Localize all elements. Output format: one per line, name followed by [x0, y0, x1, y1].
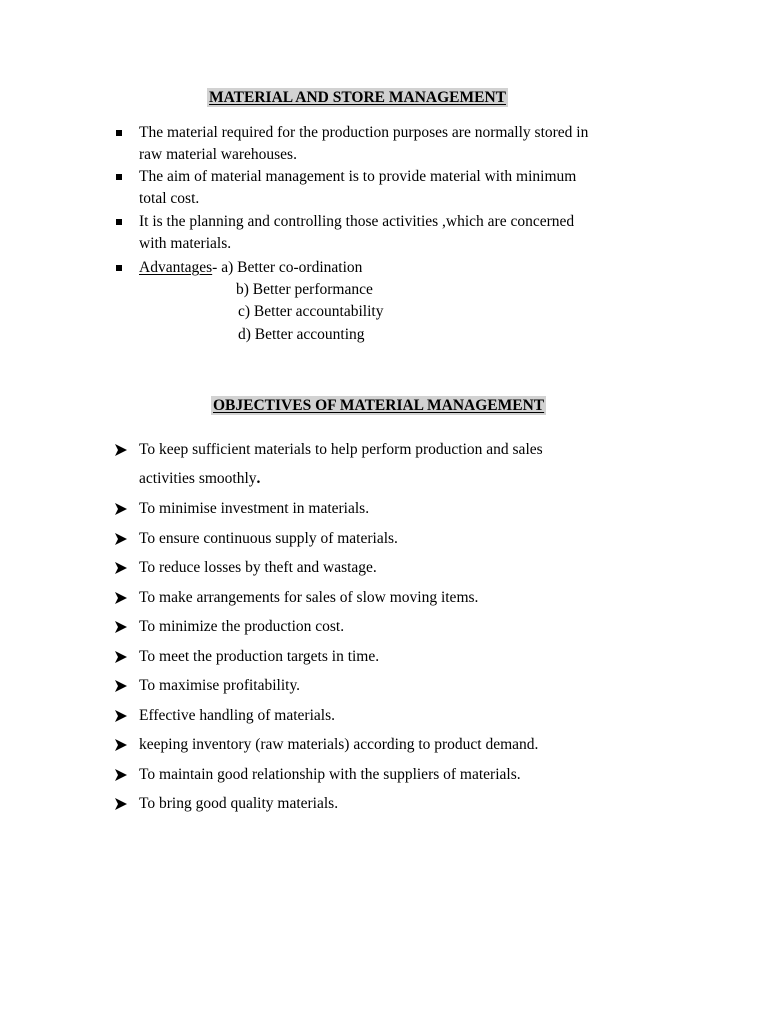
objective-text: To make arrangements for sales of slow moving items. — [139, 589, 479, 606]
advantages-separator: - — [212, 259, 222, 276]
advantage-item: a) Better co-ordination — [221, 259, 363, 276]
bullet-text-line: It is the planning and controlling those activities ,which are concerned — [139, 213, 575, 230]
advantage-item: b) Better performance — [236, 281, 373, 298]
bullet-text-line: raw material warehouses. — [139, 146, 297, 163]
objective-text: To minimise investment in materials. — [139, 500, 370, 517]
square-bullet-icon — [116, 130, 122, 136]
objective-text: To maximise profitability. — [139, 677, 301, 694]
arrow-bullet-icon — [114, 709, 128, 723]
arrow-bullet-icon — [114, 532, 128, 546]
objective-text: To minimize the production cost. — [139, 618, 345, 635]
objective-text: Effective handling of materials. — [139, 707, 335, 724]
advantage-item: d) Better accounting — [238, 326, 365, 343]
arrow-bullet-icon — [114, 738, 128, 752]
objective-text-line2: activities smoothly — [139, 470, 257, 487]
square-bullet-icon — [116, 265, 122, 271]
arrow-bullet-icon — [114, 679, 128, 693]
section-title-objectives: OBJECTIVES OF MATERIAL MANAGEMENT — [213, 397, 545, 414]
advantage-item: c) Better accountability — [238, 303, 384, 320]
square-bullet-icon — [116, 174, 122, 180]
objective-text: To ensure continuous supply of materials. — [139, 530, 398, 547]
arrow-bullet-icon — [114, 650, 128, 664]
objective-text: To reduce losses by theft and wastage. — [139, 559, 377, 576]
arrow-bullet-icon — [114, 591, 128, 605]
arrow-bullet-icon — [114, 768, 128, 782]
bullet-text-line: total cost. — [139, 190, 200, 207]
advantages-label: Advantages — [139, 259, 213, 276]
arrow-bullet-icon — [114, 561, 128, 575]
arrow-bullet-icon — [114, 797, 128, 811]
bullet-text-line: The aim of material management is to provide material with minimum — [139, 168, 577, 185]
objective-text: To maintain good relationship with the suppliers of materials. — [139, 766, 521, 783]
square-bullet-icon — [116, 219, 122, 225]
objective-text: To keep sufficient materials to help perform production and sales — [139, 441, 543, 458]
bullet-text-line: with materials. — [139, 235, 232, 252]
arrow-bullet-icon — [114, 620, 128, 634]
objective-text-end: . — [256, 470, 261, 487]
objective-text: To bring good quality materials. — [139, 795, 339, 812]
objective-text: To meet the production targets in time. — [139, 648, 380, 665]
objective-text — [139, 468, 260, 490]
objective-text: keeping inventory (raw materials) according to product demand. — [139, 736, 539, 753]
arrow-bullet-icon — [114, 443, 128, 457]
arrow-bullet-icon — [114, 502, 128, 516]
section-title-material-store-management: MATERIAL AND STORE MANAGEMENT — [209, 89, 506, 106]
bullet-text-line: The material required for the production purposes are normally stored in — [139, 124, 589, 141]
